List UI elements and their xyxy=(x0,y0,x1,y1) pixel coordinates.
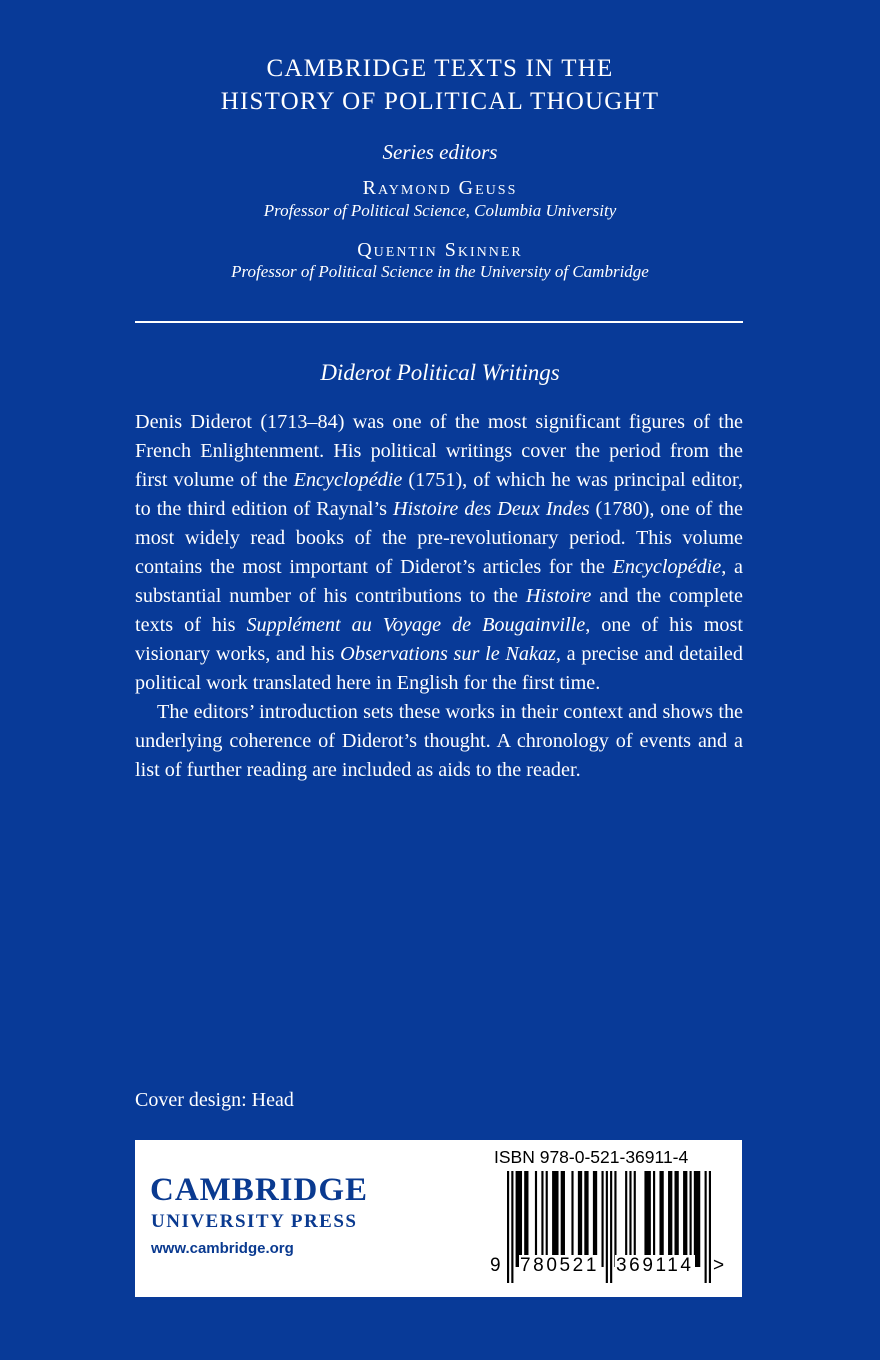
text-run: , a precise and detailed political work translated here in English for the first time. xyxy=(135,643,743,694)
barcode-bar xyxy=(625,1171,627,1267)
publisher-url: www.cambridge.org xyxy=(151,1240,294,1257)
blurb-paragraph-2: The editors’ introduction sets these works in their context and shows the underlying coherence of Diderot’s thought. A chronology of events and a list of further reading are included as aids to the reader. xyxy=(135,701,743,781)
italic-title: Supplément au Voyage de Bougainville xyxy=(246,614,586,636)
publisher-logo-name: CAMBRIDGE xyxy=(150,1172,369,1208)
barcode-bar xyxy=(674,1171,678,1267)
text-run: , a substantial number of his contributions to the xyxy=(135,556,743,607)
editor-role-2: Professor of Political Science in the University of Cambridge xyxy=(231,262,649,281)
italic-title: Observations sur le Nakaz xyxy=(340,643,556,665)
publisher-logo-press: UNIVERSITY PRESS xyxy=(151,1211,358,1232)
barcode-bar xyxy=(705,1171,707,1283)
barcode-first-digit: 9 xyxy=(490,1255,501,1276)
text-run: and the complete texts of his xyxy=(135,585,743,636)
series-title-line-2: HISTORY OF POLITICAL THOUGHT xyxy=(220,88,660,115)
blurb xyxy=(135,408,743,785)
editor-role-1: Professor of Political Science, Columbia University xyxy=(263,201,617,220)
barcode-left-digits: 780521 xyxy=(520,1255,600,1276)
editor-name-2: Quentin Skinner xyxy=(357,239,523,261)
italic-title: Encyclopédie xyxy=(612,556,722,578)
barcode-bar xyxy=(541,1171,543,1267)
barcode-bar xyxy=(578,1171,582,1267)
barcode-bar xyxy=(709,1171,711,1283)
barcode-bar xyxy=(659,1171,663,1267)
barcode-bar xyxy=(516,1171,522,1267)
italic-title: Histoire xyxy=(525,585,592,607)
barcode-bar xyxy=(653,1171,655,1267)
barcode-bar xyxy=(668,1171,672,1267)
barcode-bar xyxy=(546,1171,548,1267)
barcode-bar xyxy=(507,1171,509,1283)
italic-title: Histoire des Deux Indes xyxy=(392,498,590,520)
book-title: Diderot Political Writings xyxy=(320,360,560,385)
divider-rule xyxy=(135,321,743,323)
barcode-bar xyxy=(601,1171,603,1267)
series-editors-label: Series editors xyxy=(382,140,498,164)
text-run: , one of his most visionary works, and his xyxy=(135,614,743,665)
barcode-bar xyxy=(571,1171,573,1267)
isbn-text: ISBN 978-0-521-36911-4 xyxy=(494,1147,689,1167)
barcode-bar xyxy=(593,1171,597,1267)
barcode-bar xyxy=(634,1171,636,1267)
imprint-box xyxy=(135,1140,742,1297)
barcode-right-digits: 369114 xyxy=(616,1255,694,1276)
barcode-bar xyxy=(629,1171,631,1267)
barcode-bar xyxy=(683,1171,687,1267)
text-run: (1751), of which he was principal editor, to the third edition of Raynal’s xyxy=(135,469,743,520)
barcode-bar xyxy=(552,1171,558,1267)
blurb-paragraph-1 xyxy=(135,408,743,698)
barcode-bar xyxy=(694,1171,700,1267)
editor-name-1: Raymond Geuss xyxy=(362,177,518,199)
text-run: Denis Diderot (1713–84) was one of the most significant figures of the French Enlightenment. His political writings cover the period from the first volume of the xyxy=(135,411,743,491)
barcode-arrow: > xyxy=(713,1255,725,1276)
barcode-bar xyxy=(535,1171,537,1267)
barcode-bar xyxy=(511,1171,513,1283)
barcode-bar xyxy=(524,1171,528,1267)
series-title-line-1: CAMBRIDGE TEXTS IN THE xyxy=(266,55,614,82)
cover-design-credit: Cover design: Head xyxy=(135,1089,294,1111)
barcode-bar xyxy=(614,1171,616,1267)
italic-title: Encyclopédie xyxy=(293,469,403,491)
text-run: (1780), one of the most widely read books of the pre-revolutionary period. This volume contains the most important of Diderot’s articles for the xyxy=(135,498,743,578)
barcode-bar xyxy=(690,1171,692,1267)
barcode-bar xyxy=(610,1171,612,1283)
barcode-bar xyxy=(644,1171,650,1267)
barcode-bar xyxy=(606,1171,608,1283)
barcode-bar xyxy=(561,1171,565,1267)
series-title xyxy=(0,52,880,118)
barcode-bar xyxy=(584,1171,588,1267)
